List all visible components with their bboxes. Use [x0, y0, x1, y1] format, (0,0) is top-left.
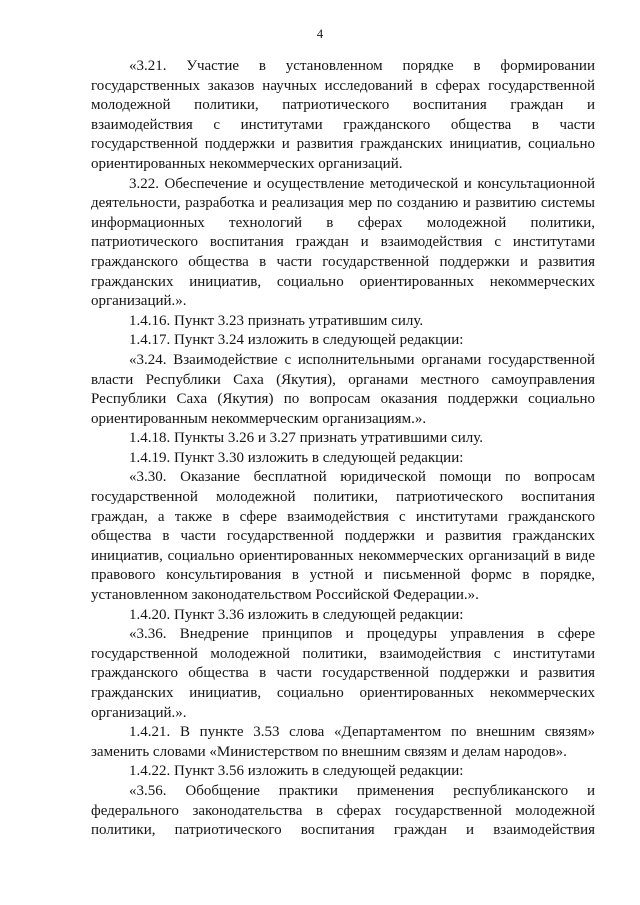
paragraph-3-24: «3.24. Взаимодействие с исполнительными органами государственной власти Республики Саха (Якутия), органами местного самоуправления Республики Саха (Якутия) по вопросам оказания поддержки социально ориентированным некоммерческим организациям.».	[91, 351, 595, 427]
document-body	[91, 57, 595, 841]
paragraph-3-56: «3.56. Обобщение практики применения республиканского и федерального законодательства в сферах государственной молодежной политики, патриотического воспитания граждан и взаимодействия	[91, 782, 595, 839]
paragraph-1-4-17: 1.4.17. Пункт 3.24 изложить в следующей редакции:	[129, 332, 464, 349]
paragraph-1-4-18: 1.4.18. Пункты 3.26 и 3.27 признать утратившими силу.	[129, 430, 483, 447]
paragraph-3-21: «3.21. Участие в установленном порядке в формировании государственных заказов научных исследований в сферах государственной молодежной политики, патриотического воспитания граждан и взаимодействия с институтами гражданского общества в части государственной поддержки и развития гражданских инициатив, социально ориентированных некоммерческих организаций.	[91, 58, 595, 172]
paragraph-1-4-21: 1.4.21. В пункте 3.53 слова «Департаментом по внешним связям» заменить словами «Министерством по внешним связям и делам народов».	[91, 724, 595, 760]
paragraph-3-30: «3.30. Оказание бесплатной юридической помощи по вопросам государственной молодежной политики, патриотического воспитания граждан, а также в сфере взаимодействия с институтами гражданского общества в части государственной поддержки и развития гражданских инициатив, социально ориентированных некоммерческих организаций в виде правового консультирования в устной и письменной формс в порядке, установленном законодательством Российской Федерации.».	[91, 469, 595, 604]
paragraph-3-36: «3.36. Внедрение принципов и процедуры управления в сфере государственной молодежной политики, взаимодействия с институтами гражданского общества в части государственной поддержки и развития гражданских инициатив, социально ориентированных некоммерческих организаций.».	[91, 626, 595, 721]
paragraph-1-4-19: 1.4.19. Пункт 3.30 изложить в следующей редакции:	[129, 449, 464, 466]
paragraph-1-4-16: 1.4.16. Пункт 3.23 признать утратившим силу.	[129, 312, 424, 329]
paragraph-1-4-20: 1.4.20. Пункт 3.36 изложить в следующей редакции:	[129, 606, 464, 623]
paragraph-1-4-22: 1.4.22. Пункт 3.56 изложить в следующей редакции:	[129, 763, 464, 780]
paragraph-3-22: 3.22. Обеспечение и осуществление методической и консультационной деятельности, разработка и реализация мер по созданию и развитию системы информационных технологий в сферах молодежной политики, патриотического воспитания граждан и взаимодействия с институтами гражданского общества в части государственной поддержки и развития гражданских инициатив, социально ориентированных некоммерческих организаций.».	[91, 175, 595, 310]
page-number: 4	[316, 27, 324, 41]
